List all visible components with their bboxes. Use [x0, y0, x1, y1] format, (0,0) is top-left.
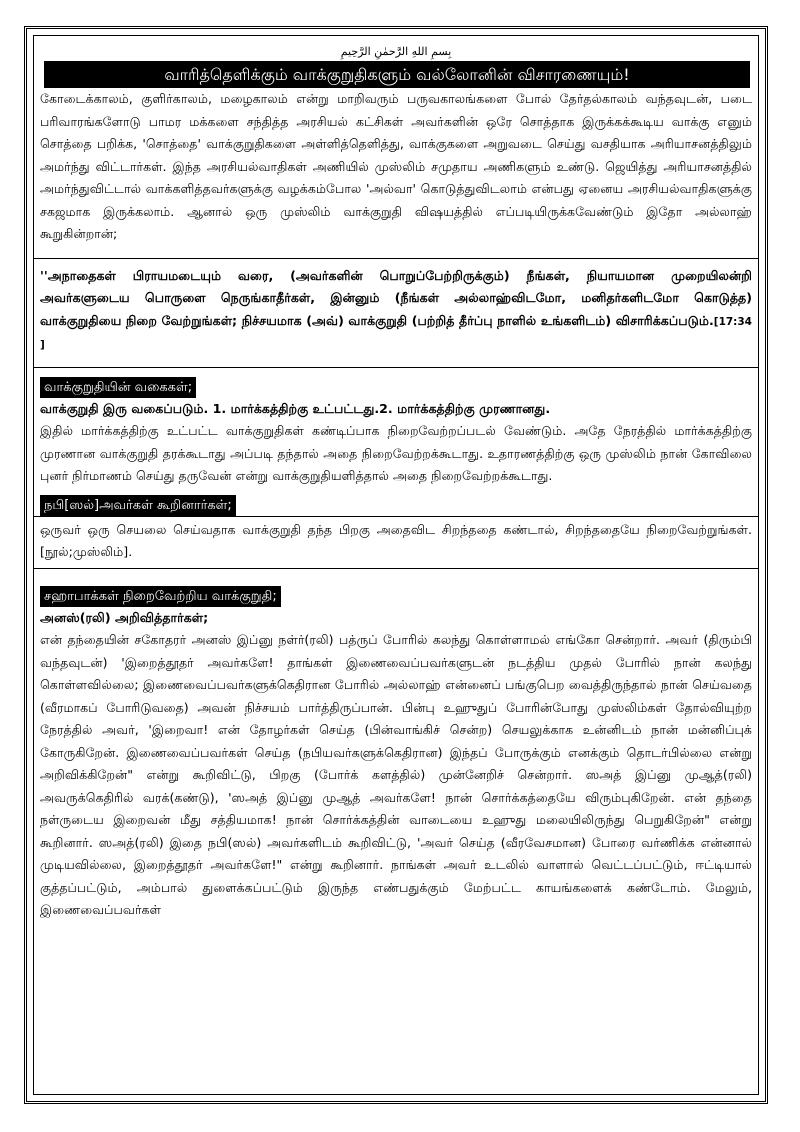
quran-quote-text: ''அநாதைகள் பிராயமடையும் வரை, (அவர்களின் பொறுப்பேற்றிருக்கும்) நீங்கள், நியாயமான முறையிலன்றி அவர்களுடைய பொருளை நெருங்காதீர்கள், இன்னும் (நீங்கள் அல்லாஹ்விடமோ, மனிதர்களிடமோ கொடுத்த) வாக்குறுதியை நிறை வேற்றுங்கள்; நிச்சயமாக (அவ்) வாக்குறுதி (பற்றித் தீர்ப்பு நாளில் உங்களிடம்) விசாரிக்கப்படும்.	[40, 267, 752, 328]
prophet-hadith: ஒருவர் ஒரு செயலை செய்வதாக வாக்குறுதி தந்த பிறகு அதைவிட சிறந்ததை கண்டால், சிறந்ததையே நிறைவேற்றுங்கள்.[நூல்;முஸ்லிம்].	[40, 521, 752, 559]
bismillah: بِسمِ اللهِ الرَّحمٰنِ الرَّحِيمِ	[340, 45, 452, 58]
companions-narrator: அனஸ்(ரலி) அறிவித்தார்கள்;	[40, 609, 209, 625]
page-title: வாரித்தெளிக்கும் வாக்குறுதிகளும் வல்லோனின் விசாரணையும்!	[44, 61, 750, 88]
divider	[33, 568, 759, 569]
section-heading-types: வாக்குறுதியின் வகைகள்;	[40, 377, 196, 398]
companions-narration: என் தந்தையின் சகோதரர் அனஸ் இப்னு நள்ர்(ரலி) பத்ருப் போரில் கலந்து கொள்ளாமல் எங்கோ சென்றார். அவர் (திரும்பி வந்தவுடன்) 'இறைத்தூதர் அவர்களே! தாங்கள் இணைவைப்பவர்களுடன் நடத்திய முதல் போரில் நான் கலந்து கொள்ளவில்லை; இணைவைப்பவர்களுக்கெதிரான போரில் அல்லாஹ் என்னைப் பங்குபெற வைத்திருந்தால் நான் செய்வதை (வீரமாகப் போரிடுவதை) அவன் நிச்சயம் பார்த்திருப்பான். பின்பு உஹுதுப் போரின்போது முஸ்லிம்கள் தோல்வியுற்ற நேரத்தில் அவர், 'இறைவா! என் தோழர்கள் செய்த (பின்வாங்கிச் சென்ற) செயலுக்காக உன்னிடம் நான் மன்னிப்புக் கோருகிறேன். இணைவைப்பவர்கள் செய்த (நபியவர்களுக்கெதிரான) இந்தப் போருக்கும் எனக்கும் தொடர்பில்லை என்று அறிவிக்கிறேன்" என்று கூறிவிட்டு, பிறகு (போர்க் களத்தில்) முன்னேறிச் சென்றார். ஸஅத் இப்னு முஆத்(ரலி) அவருக்கெதிரில் வரக்(கண்டு), 'ஸஅத் இப்னு முஆத் அவர்களே! நான் சொர்க்கத்தையே விரும்புகிறேன். என் தந்தை நள்ருடைய இறைவன் மீது சத்தியமாக! நான் சொர்க்கத்தின் வாடையை உஹுது மலையிலிருந்து பெறுகிறேன்" என்று கூறினார். ஸஅத்(ரலி) இதை நபி(ஸல்) அவர்களிடம் கூறிவிட்டு, 'அவர் செய்த (வீரவேசமான) போரை வர்ணிக்க என்னால் முடியவில்லை, இறைத்தூதர் அவர்களே!" என்று கூறினார். நாங்கள் அவர் உடலில் வாளால் வெட்டப்பட்டும், ஈட்டியால் குத்தப்பட்டும், அம்பால் துளைக்கப்பட்டும் இருந்த எண்பதுக்கும் மேற்பட்ட காயங்களைக் கண்டோம். மேலும், இணைவைப்பவர்கள்	[40, 632, 752, 917]
quran-quote	[40, 265, 752, 357]
types-summary: வாக்குறுதி இரு வகைப்படும். 1. மார்க்கத்திற்கு உட்பட்டது.2. மார்க்கத்திற்கு முரணானது.	[40, 400, 551, 416]
section-heading-companions: சஹாபாக்கள் நிறைவேற்றிய வாக்குறுதி;	[40, 586, 281, 607]
divider	[33, 516, 759, 517]
intro-paragraph: கோடைக்காலம், குளிர்காலம், மழைகாலம் என்று மாறிவரும் பருவகாலங்களை போல் தேர்தல்காலம் வந்தவுடன், படை பரிவாரங்களோடு பாமர மக்களை சந்தித்த அரசியல் கட்சிகள் அவர்களின் ஒரே சொத்தாக இருக்கக்கூடிய வாக்கு எனும் சொத்தை பறிக்க, 'சொத்தை' வாக்குறுதிகளை அள்ளித்தெளித்து, வாக்குகளை அறுவடை செய்து வசதியாக அரியாசனத்திலும் அமர்ந்து விட்டார்கள். இந்த அரசியல்வாதிகள் அணியில் முஸ்லிம் சமுதாய அணிகளும் உண்டு. ஜெயித்து அரியாசனத்தில் அமர்ந்துவிட்டால் வாக்களித்தவர்களுக்கு வழக்கம்போல 'அல்வா' கொடுத்துவிடலாம் என்பது ஏனைய அரசியல்வாதிகளுக்கு சகஜமாக இருக்கலாம். ஆனால் ஒரு முஸ்லிம் வாக்குறுதி விஷயத்தில் எப்படியிருக்கவேண்டும் இதோ அல்லாஹ் கூறுகின்றான்;	[40, 91, 752, 241]
document-body	[40, 43, 752, 922]
section-heading-prophet: நபி[ஸல்]அவர்கள் கூறினார்கள்;	[40, 495, 236, 516]
quran-reference: [17:34 ]	[40, 315, 752, 351]
types-paragraph: இதில் மார்க்கத்திற்கு உட்பட்ட வாக்குறுதிகள் கண்டிப்பாக நிறைவேற்றப்படல் வேண்டும். அதே நேரத்தில் மார்க்கத்திற்கு முரணான வாக்குறுதி தரக்கூடாது அப்படி தந்தால் அதை நிறைவேற்றக்கூடாது. உதாரணத்திற்கு ஒரு முஸ்லிம் நான் கோவிலை புனர் நிர்மாணம் செய்து தருவேன் என்று வாக்குறுதியளித்தால் அதை நிறைவேற்றக்கூடாது.	[40, 423, 752, 483]
divider	[33, 367, 759, 368]
